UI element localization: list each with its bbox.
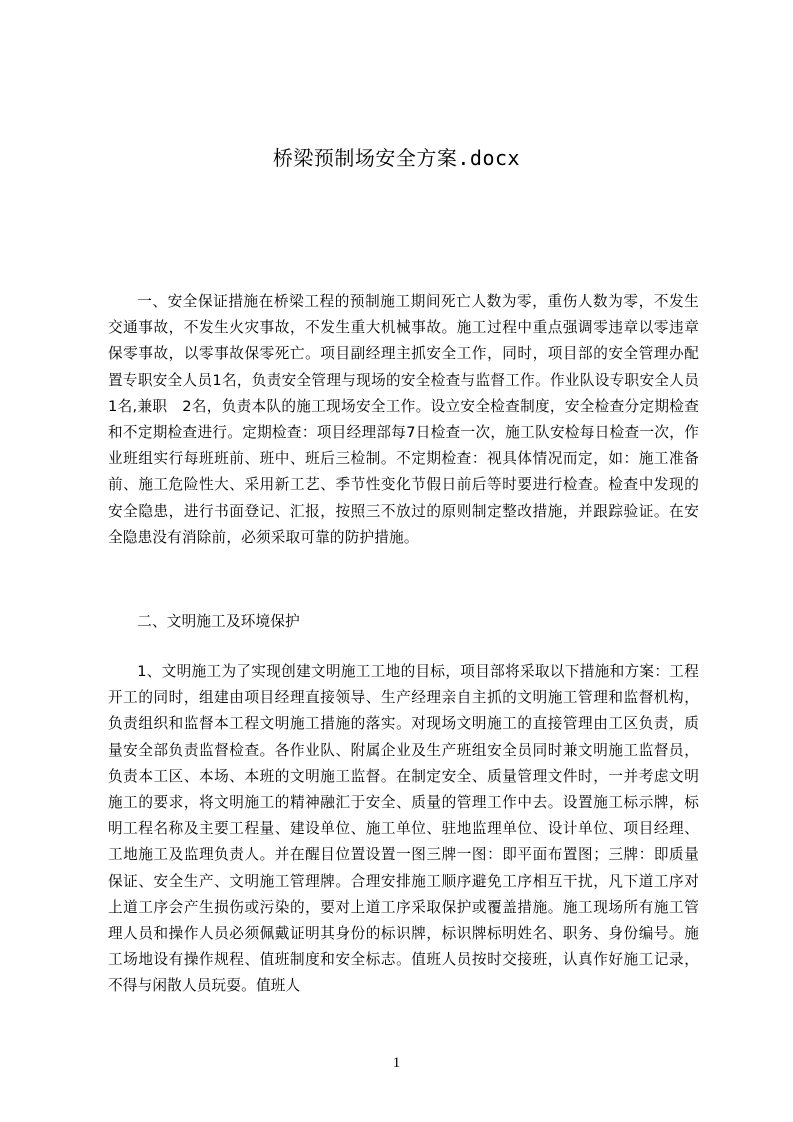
section-heading-text: 二、文明施工及环境保护 [137, 613, 300, 630]
paragraph-text: 一、安全保证措施在桥梁工程的预制施工期间死亡人数为零，重伤人数为零，不发生交通事故，不发生火灾事故，不发生重大机械事故。施工过程中重点强调零违章以零违章保零事故，以零事故保零死亡。项目副经理主抓安全工作，同时，项目部的安全管理办配置专职安全人员1名，负责安全管理与现场的安全检查与监督工作。作业队设专职安全人员1名,兼职 2名，负责本队的施工现场安全工作。设立安全检查制度，安全检查分定期检查和不定期检查进行。定期检查：项目经理部每7日检查一次，施工队安检每日检查一次，作业班组实行每班班前、班中、班后三检制。不定期检查：视具体情况而定，如：施工准备前、施工危险性大、采用新工艺、季节性变化节假日前后等时要进行检查。检查中发现的安全隐患，进行书面登记、汇报，按照三不放过的原则制定整改措施，并跟踪验证。在安全隐患没有消除前，必须采取可靠的防护措施。 [108, 293, 699, 546]
page-number: 1 [392, 1055, 401, 1071]
civilized-construction-paragraph [108, 659, 699, 1000]
document-title: 桥梁预制场安全方案.docx [272, 146, 521, 170]
section-heading [108, 609, 699, 635]
paragraph-text: 1、文明施工为了实现创建文明施工工地的目标，项目部将采取以下措施和方案：工程开工的同时，组建由项目经理直接领导、生产经理亲自主抓的文明施工管理和监督机构，负责组织和监督本工程文明施工措施的落实。对现场文明施工的直接管理由工区负责，质量安全部负责监督检查。各作业队、附属企业及生产班组安全员同时兼文明施工监督员，负责本工区、本场、本班的文明施工监督。在制定安全、质量管理文件时，一并考虑文明施工的要求，将文明施工的精神融汇于安全、质量的管理工作中去。设置施工标示牌，标明工程名称及主要工程量、建设单位、施工单位、驻地监理单位、设计单位、项目经理、工地施工及监理负责人。并在醒目位置设置一图三牌一图：即平面布置图；三牌：即质量保证、安全生产、文明施工管理牌。合理安排施工顺序避免工序相互干扰，凡下道工序对上道工序会产生损伤或污染的，要对上道工序采取保护或覆盖措施。施工现场所有施工管理人员和操作人员必须佩戴证明其身份的标识牌，标识牌标明姓名、职务、身份编号。施工场地设有操作规程、值班制度和安全标志。值班人员按时交接班，认真作好施工记录，不得与闲散人员玩耍。值班人 [108, 663, 699, 995]
safety-measures-paragraph [108, 289, 699, 551]
